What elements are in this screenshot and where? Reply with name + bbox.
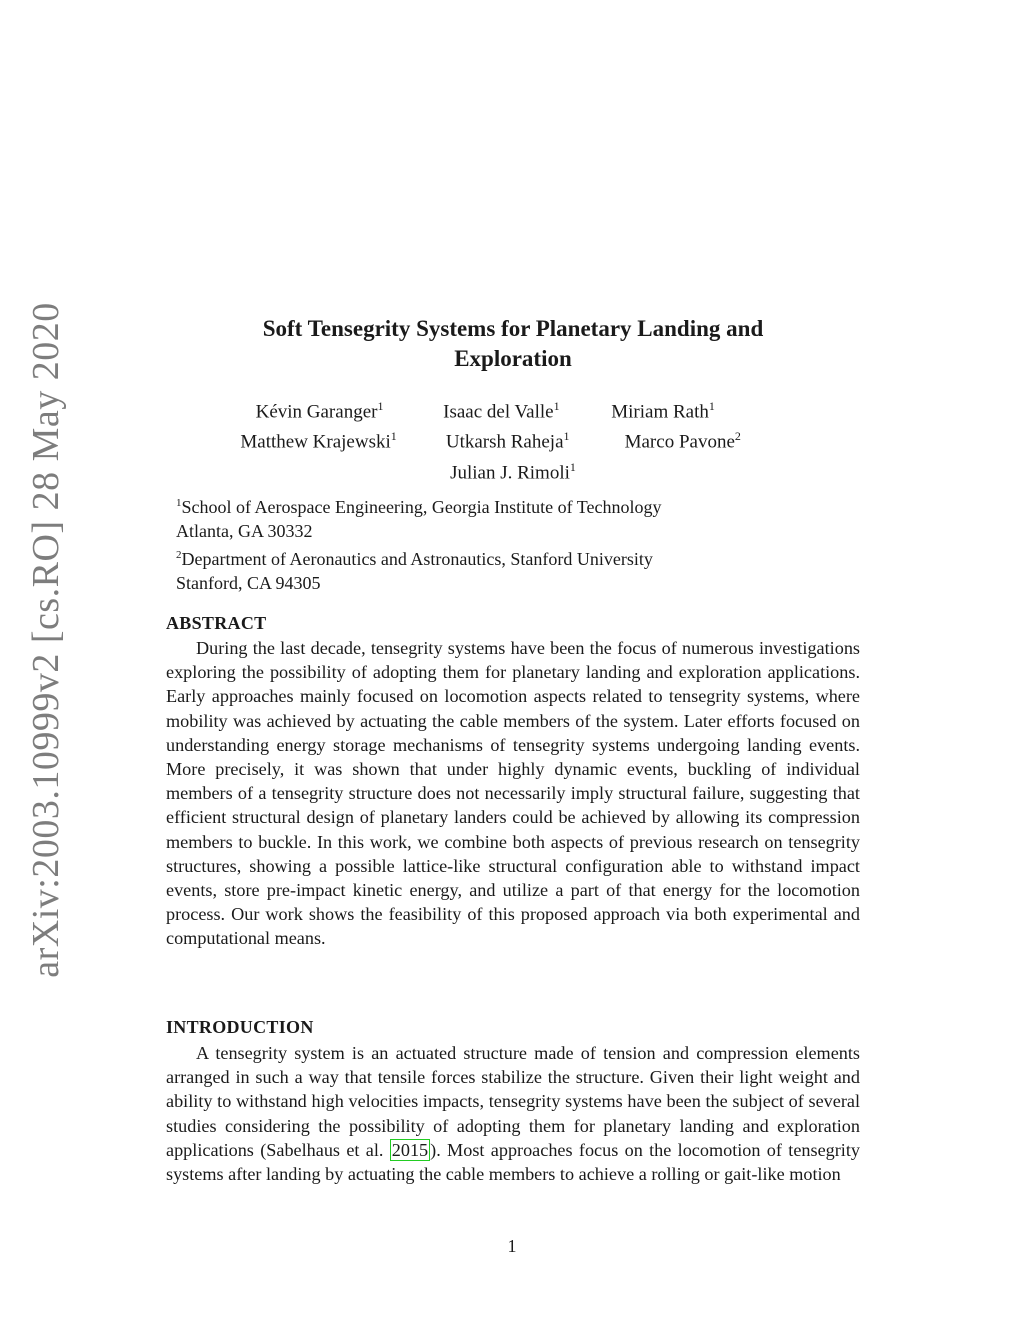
arxiv-identifier-stamp xyxy=(16,0,76,1325)
author-row-3 xyxy=(166,455,860,485)
affiliation-2: $^2$Department of Aeronautics and Astronautics, Stanford University xyxy=(176,549,653,569)
affiliation-mark: 1 xyxy=(708,399,715,413)
affiliation-mark: 1 xyxy=(553,399,560,413)
citation-link[interactable]: 2015 xyxy=(391,1139,429,1160)
affiliations xyxy=(176,491,661,595)
author: Marco Pavone$^2$ xyxy=(624,429,741,453)
author: Matthew Krajewski$^1$ xyxy=(240,429,397,453)
author: Julian J. Rimoli$^1$ xyxy=(450,459,576,483)
author: Utkarsh Raheja$^1$ xyxy=(445,429,570,453)
affiliation-1: $^1$School of Aerospace Engineering, Georgia Institute of Technology xyxy=(176,497,662,517)
author: Kévin Garanger$^1$ xyxy=(255,399,384,423)
affiliation-mark: 1 xyxy=(377,399,384,413)
author-row-2 xyxy=(166,424,860,454)
introduction-heading: INTRODUCTION xyxy=(166,1017,314,1037)
abstract-heading: ABSTRACT xyxy=(166,613,267,633)
author-row-1 xyxy=(166,394,860,424)
affiliation-2-address: Stanford, CA 94305 xyxy=(176,573,321,593)
affiliation-mark: 1 xyxy=(563,429,570,444)
page-number: 1 xyxy=(507,1236,517,1256)
author-list xyxy=(166,394,860,485)
title-line-2: Exploration xyxy=(454,346,572,371)
arxiv-stamp-text: arXiv:2003.10999v2 [cs.RO] 28 May 2020 xyxy=(25,302,67,978)
author: Miriam Rath$^1$ xyxy=(611,399,715,423)
affiliation-mark: 1 xyxy=(390,429,397,444)
abstract-text: During the last decade, tensegrity systems have been the focus of numerous investigations exploring the possibility of adopting them for planetary landing and exploration applications. Early approaches mainly focused on locomotion aspects related to tensegrity systems, where mobility was achieved by actuating the cable members of the system. Later efforts focused on understanding energy storage mechanisms of tensegrity systems undergoing landing events. More precisely, it was shown that under highly dynamic events, buckling of individual members of a tensegrity structure does not necessarily imply structural failure, suggesting that efficient structural design of planetary landers could be achieved by allowing its compression members to buckle. In this work, we combine both aspects of previous research on tensegrity structures, showing a possible lattice-like structural configuration able to withstand impact events, store pre-impact kinetic energy, and utilize a part of that energy for the locomotion process. Our work shows the feasibility of this proposed approach via both experimental and computational means. xyxy=(166,638,860,949)
title-line-1: Soft Tensegrity Systems for Planetary Landing and xyxy=(262,316,764,341)
affiliation-mark: 1 xyxy=(569,459,576,474)
author: Isaac del Valle$^1$ xyxy=(443,399,560,423)
introduction-text: A tensegrity system is an actuated structure made of tension and compression elements arranged in such a way that tensile forces stabilize the structure. Given their light weight and ability to withstand high velocities impacts, tensegrity systems have been the subject of several studies considering the possibility of adopting them for planetary landing and exploration applications (Sabelhaus et al. 2015 ). Most approaches focus on the locomotion of tensegrity systems after landing by actuating the cable members to achieve a rolling or gait-like motion xyxy=(166,1043,861,1185)
affiliation-mark: 2 xyxy=(734,429,741,444)
affiliation-1-address: Atlanta, GA 30332 xyxy=(176,521,313,541)
paper-title xyxy=(166,314,860,374)
